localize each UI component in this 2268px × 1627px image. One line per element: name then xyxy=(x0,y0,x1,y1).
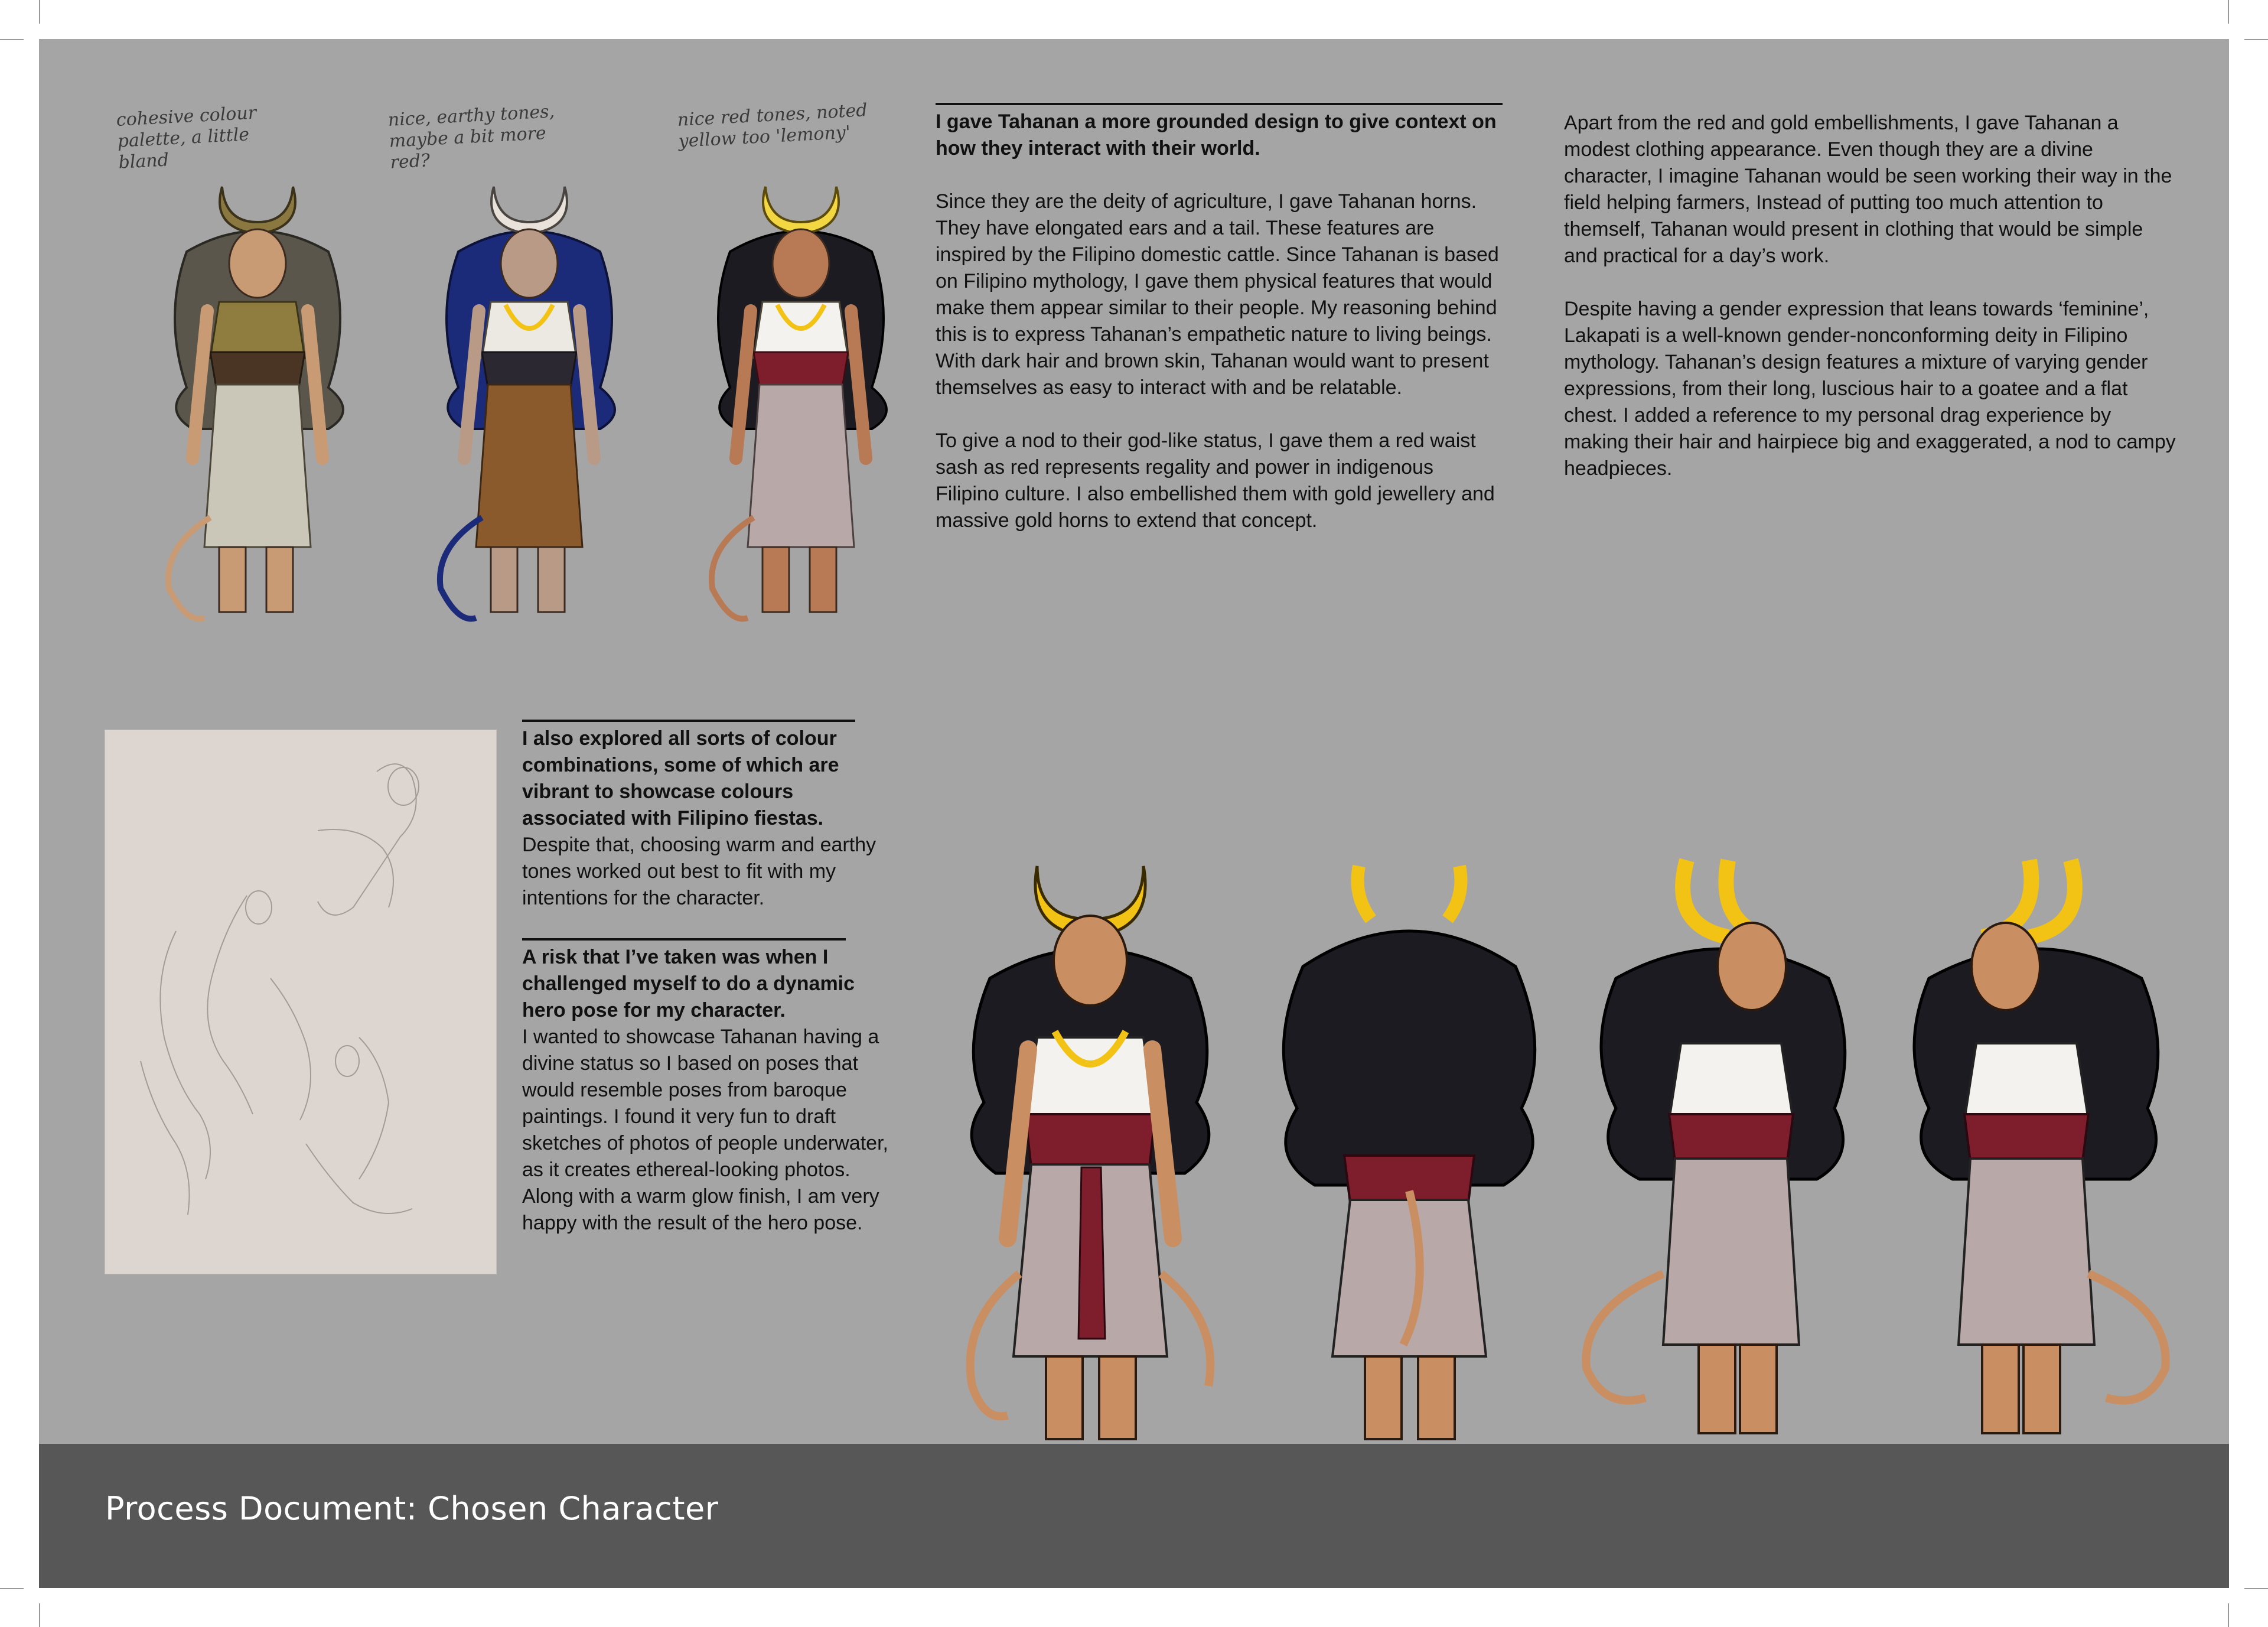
rule xyxy=(522,938,846,941)
design-rationale-text xyxy=(936,103,1503,561)
paragraph: Since they are the deity of agriculture, I gave Tahanan horns. They have elongated ears and a tail. These features are inspired by the Filipino domestic cattle. Since Tahanan is based on Filipino mythology, I gave them physical features that would make them appear similar to their people. My reasoning behind this is to express Tahanan’s empathetic nature to living beings. With dark hair and brown skin, Tahanan would want to present themselves as easy to interact with and be relatable. xyxy=(936,190,1499,399)
character-turnaround xyxy=(925,825,2207,1463)
crop-mark xyxy=(2228,0,2229,24)
paragraph: I wanted to showcase Tahanan having a divine status so I based on poses that would resemble poses from baroque paintings. I found it very fun to draft sketches of photos of people underwater, as it creates ethereal-looking photos. Along with a warm glow finish, I am very happy with the result of the hero pose. xyxy=(522,1026,888,1234)
document-page xyxy=(39,39,2229,1588)
turnaround-back xyxy=(1283,866,1534,1439)
colour-exploration-text xyxy=(522,720,900,1263)
paragraph: Apart from the red and gold embellishments, I gave Tahanan a modest clothing appearance. Even though they are a divine character, I imagine Tahanan would be seen working their way in the field helping farmers, Instead of putting too much attention to themself, Tahanan would present in clothing that would be simple and practical for a day’s work. xyxy=(1564,112,2172,267)
paragraph: Despite that, choosing warm and earthy tones worked out best to fit with my intentions for the character. xyxy=(522,834,876,909)
character-variant-olive xyxy=(168,187,343,619)
crop-mark xyxy=(0,39,24,40)
hero-pose-heading: A risk that I’ve taken was when I challenged myself to do a dynamic hero pose for my character. xyxy=(522,946,855,1021)
character-variant-red xyxy=(712,187,887,619)
handwritten-note: nice, earthy tones, maybe a bit more red? xyxy=(387,101,555,173)
crop-mark xyxy=(2244,1588,2268,1589)
crop-mark xyxy=(39,0,40,24)
character-variants xyxy=(128,163,949,647)
crop-mark xyxy=(39,1603,40,1627)
crop-mark xyxy=(2228,1603,2229,1627)
rule xyxy=(522,720,855,722)
handwritten-note: cohesive colour palette, a little bland xyxy=(116,102,257,173)
paragraph: To give a nod to their god-like status, I gave them a red waist sash as red represents regality and power in indigenous Filipino culture. I also embellished them with gold jewellery and massive gold horns to extend that concept. xyxy=(936,429,1495,532)
clothing-text xyxy=(1564,110,2178,509)
rule xyxy=(936,103,1503,105)
sketch-lines xyxy=(105,730,496,1274)
design-rationale-heading: I gave Tahanan a more grounded design to give context on how they interact with their world. xyxy=(936,110,1497,160)
crop-mark xyxy=(2244,39,2268,40)
footer-bar xyxy=(39,1444,2229,1588)
colour-exploration-heading: I also explored all sorts of colour combinations, some of which are vibrant to showcase colours associated with Filipino fiestas. xyxy=(522,727,839,829)
turnaround-front xyxy=(970,866,1211,1439)
handwritten-note: nice red tones, noted yellow too 'lemony' xyxy=(677,100,868,152)
page-title: Process Document: Chosen Character xyxy=(105,1490,719,1527)
character-variant-blue xyxy=(440,187,615,619)
paragraph: Despite having a gender expression that leans towards ‘feminine’, Lakapati is a well-known gender-nonconforming deity in Filipino mythology. Tahanan’s design features a mixture of varying gender expressions, from their long, luscious hair to a goatee and a flat chest. I added a reference to my personal drag experience by making their hair and hairpiece big and exaggerated, a nod to campy headpieces. xyxy=(1564,298,2176,480)
crop-mark xyxy=(0,1588,24,1589)
turnaround-side-left xyxy=(1586,860,1845,1433)
hero-pose-sketch xyxy=(105,730,496,1274)
turnaround-side-right xyxy=(1914,860,2166,1433)
